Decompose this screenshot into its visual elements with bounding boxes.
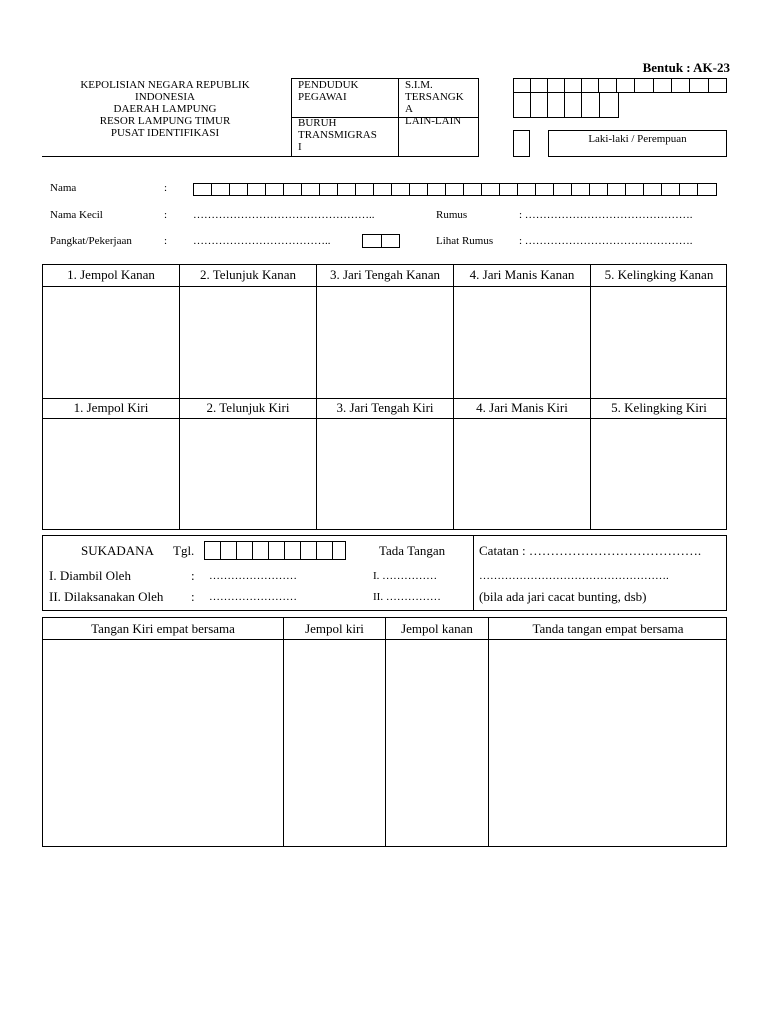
form-code: Bentuk : AK-23 [642,60,730,75]
left-ring-print-area[interactable] [454,419,590,529]
category-sim[interactable]: S.I.M. [405,79,433,91]
category-transmigrasi[interactable]: TRANSMIGRAS [298,129,377,141]
left-index-label: 2. Telunjuk Kiri [206,400,290,415]
pangkat-input[interactable]: ……………………………….. [193,235,331,247]
category-right [405,79,464,127]
tanda-tangan-label: Tada Tangan [379,543,446,558]
pangkat-label: Pangkat/Pekerjaan [50,235,132,247]
taken-by-box [42,535,727,611]
right-little-print-area[interactable] [591,287,727,398]
right-thumb-flat-label: Jempol kanan [401,621,473,636]
left-thumb-flat-print-area[interactable] [284,640,385,846]
lihat-rumus-label: Lihat Rumus [436,235,494,247]
tgl-label: Tgl. [173,543,195,558]
place-label: SUKADANA [81,543,154,558]
right-middle-print-area[interactable] [317,287,453,398]
agency-line: PUSAT IDENTIFIKASI [110,127,220,139]
four-finger-table [42,617,727,847]
diambil-label: I. Diambil Oleh [49,568,131,583]
category-transmigrasi-cont: I [298,141,302,153]
code-cells-row2[interactable] [513,92,619,118]
fingerprint-grid [42,264,727,530]
left-little-print-area[interactable] [591,419,727,529]
category-tersangka-cont: A [405,103,413,115]
dilaksanakan-input[interactable]: …………………… [209,591,297,603]
category-buruh[interactable]: BURUH [298,117,337,129]
header-underline [42,156,291,157]
left-thumb-print-area[interactable] [43,419,179,529]
nama-input-cells[interactable] [193,183,727,196]
right-middle-label: 3. Jari Tengah Kanan [329,267,441,282]
right-thumb-label: 1. Jempol Kanan [67,267,155,282]
code-cells-row1[interactable] [513,78,727,93]
category-table [291,78,479,157]
left-middle-print-area[interactable] [317,419,453,529]
signature-2-input[interactable]: II. …………… [373,591,441,603]
gender-checkbox[interactable] [513,130,530,157]
nama-kecil-colon: : [164,209,168,221]
agency-line: RESOR LAMPUNG TIMUR [99,115,231,127]
rumus-label: Rumus [436,209,468,221]
nama-kecil-label: Nama Kecil [50,209,103,221]
pangkat-colon: : [164,235,168,247]
category-left [298,79,377,153]
category-lain-lain[interactable]: LAIN-LAIN [405,115,462,127]
agency-header [52,79,278,139]
catatan-line-2[interactable]: ……………………………………………. [479,570,669,582]
left-thumb-flat-label: Jempol kiri [305,621,364,636]
left-index-print-area[interactable] [180,419,316,529]
right-thumb-flat-print-area[interactable] [386,640,488,846]
agency-line: INDONESIA [135,91,195,103]
left-four-label: Tangan Kiri empat bersama [91,621,235,636]
agency-line: KEPOLISIAN NEGARA REPUBLIK [80,79,250,91]
right-thumb-print-area[interactable] [43,287,179,398]
left-middle-label: 3. Jari Tengah Kiri [336,400,434,415]
dilaksanakan-colon: : [191,589,195,604]
left-thumb-label: 1. Jempol Kiri [73,400,149,415]
left-four-print-area[interactable] [43,640,283,846]
right-four-print-area[interactable] [489,640,727,846]
gender-label: Laki-laki / Perempuan [588,133,687,145]
catatan-note: (bila ada jari cacat bunting, dsb) [479,589,647,604]
diambil-colon: : [191,568,195,583]
lihat-rumus-input[interactable]: : ………………………………………. [519,235,693,247]
diambil-input[interactable]: …………………… [209,570,297,582]
date-cells[interactable] [204,541,346,560]
category-pegawai[interactable]: PEGAWAI [298,91,347,103]
category-penduduk[interactable]: PENDUDUK [298,79,359,91]
nama-label: Nama [50,182,77,194]
right-ring-print-area[interactable] [454,287,590,398]
dilaksanakan-label: II. Dilaksanakan Oleh [49,589,164,604]
gender-field[interactable] [548,130,727,157]
pangkat-cells[interactable] [362,234,400,248]
right-four-label: Tanda tangan empat bersama [532,621,684,636]
category-tersangka[interactable]: TERSANGK [405,91,464,103]
right-index-label: 2. Telunjuk Kanan [200,267,296,282]
left-little-label: 5. Kelingking Kiri [611,400,707,415]
right-little-label: 5. Kelingking Kanan [604,267,714,282]
rumus-input[interactable]: : ………………………………………. [519,209,693,221]
nama-kecil-input[interactable]: ………………………………………….. [193,209,375,221]
catatan-input[interactable]: Catatan : …………………………………. [479,543,702,558]
agency-line: DAERAH LAMPUNG [113,103,217,115]
nama-colon: : [164,182,168,194]
right-ring-label: 4. Jari Manis Kanan [469,267,575,282]
signature-1-input[interactable]: I. …………… [373,570,438,582]
left-ring-label: 4. Jari Manis Kiri [476,400,568,415]
right-index-print-area[interactable] [180,287,316,398]
